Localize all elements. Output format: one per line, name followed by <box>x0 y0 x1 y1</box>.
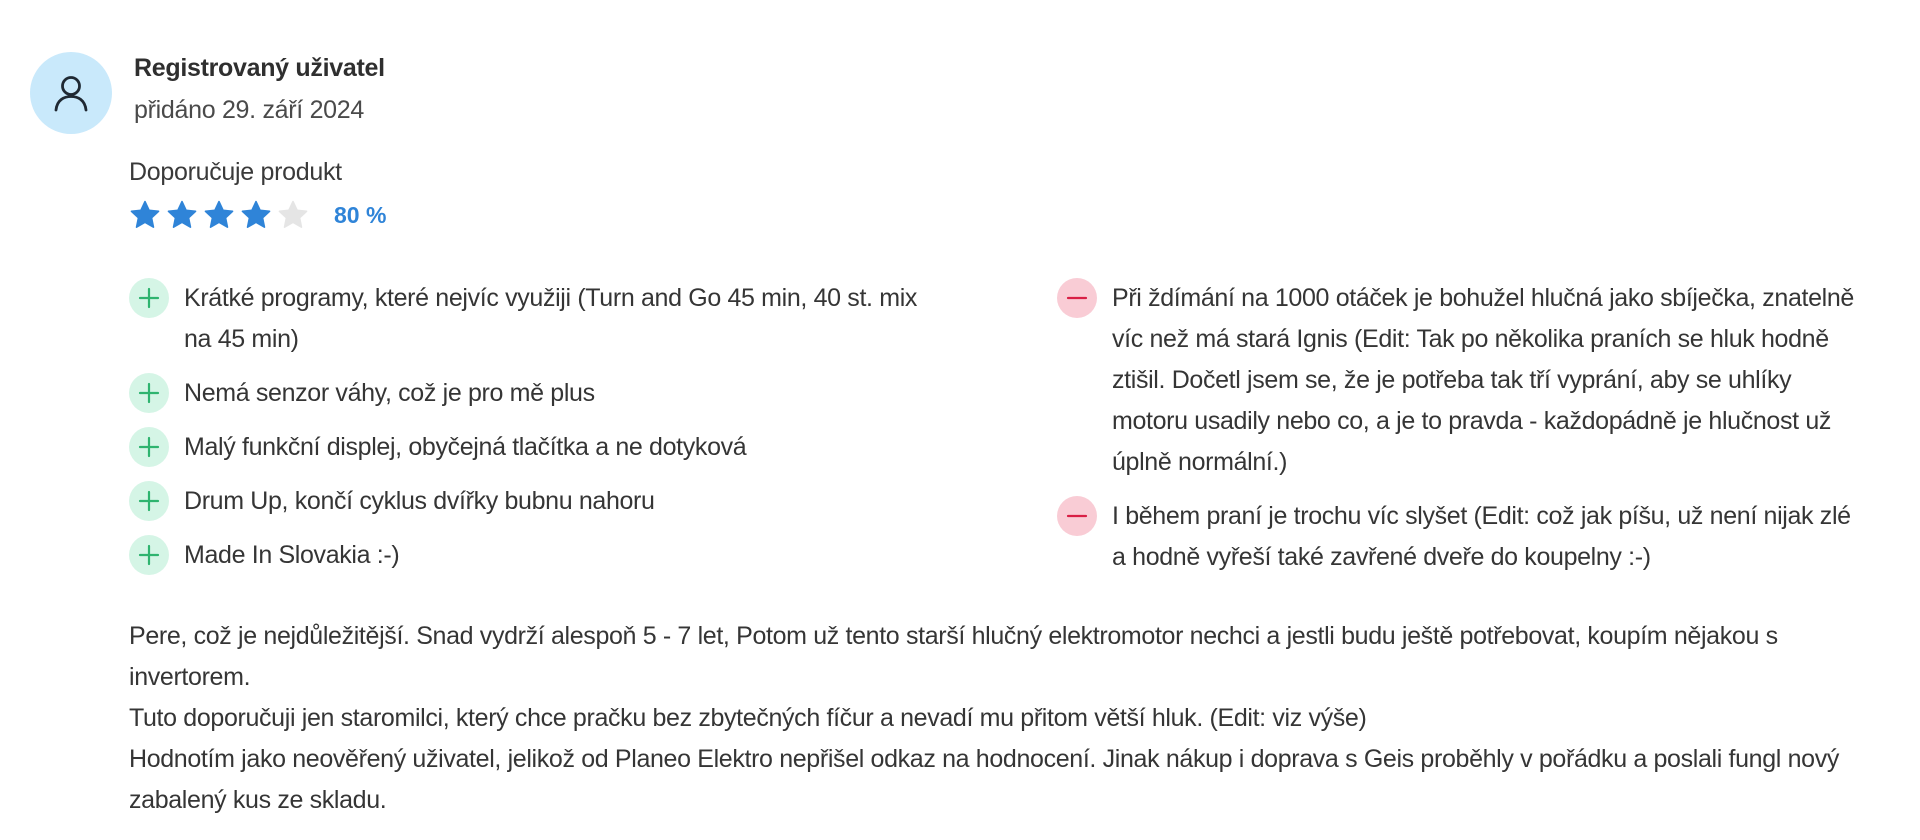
author-name: Registrovaný uživatel <box>134 54 385 82</box>
plus-icon <box>129 427 169 467</box>
con-text: I během praní je trochu víc slyšet (Edit: což jak píšu, už není nijak zlé a hodně vyřeší také zavřené dveře do koupelny :-) <box>1112 502 1851 571</box>
pro-text: Malý funkční displej, obyčejná tlačítka a ne dotyková <box>184 433 747 461</box>
pro-item <box>129 481 919 522</box>
minus-icon <box>1057 278 1097 318</box>
review-date: přidáno 29. září 2024 <box>134 96 364 124</box>
minus-icon <box>1057 496 1097 536</box>
description-paragraph: Hodnotím jako neověřený uživatel, jelikož od Planeo Elektro nepřišel odkaz na hodnocení. Jinak nákup i doprava s Geis proběhly v pořádku a poslali fungl nový zabalený kus ze skladu. <box>129 745 1839 814</box>
description-paragraph: Pere, což je nejdůležitější. Snad vydrží alespoň 5 - 7 let, Potom už tento starší hlučný elektromotor nechci a jestli budu ještě potřebovat, koupím nějakou s invertorem. <box>129 622 1778 691</box>
plus-icon <box>129 373 169 413</box>
star-filled-icon <box>166 199 198 231</box>
star-filled-icon <box>203 199 235 231</box>
pro-text: Made In Slovakia :-) <box>184 541 400 569</box>
stars <box>129 199 314 231</box>
rating-percent: 80 % <box>334 201 387 228</box>
star-filled-icon <box>129 199 161 231</box>
star-empty-icon <box>277 199 309 231</box>
pro-item <box>129 427 919 468</box>
recommendation-text: Doporučuje produkt <box>129 158 342 186</box>
con-item <box>1057 278 1857 483</box>
star-filled-icon <box>240 199 272 231</box>
pro-item <box>129 373 919 414</box>
star-rating <box>129 198 386 232</box>
pro-text: Nemá senzor váhy, což je pro mě plus <box>184 379 595 407</box>
plus-icon <box>129 535 169 575</box>
con-item <box>1057 496 1857 578</box>
description-paragraph: Tuto doporučuji jen staromilci, který chce pračku bez zbytečných fíčur a nevadí mu přitom větší hluk. (Edit: viz výše) <box>129 704 1367 732</box>
plus-icon <box>129 278 169 318</box>
avatar <box>30 52 112 134</box>
con-text: Při ždímání na 1000 otáček je bohužel hlučná jako sbíječka, znatelně víc než má stará Ignis (Edit: Tak po několika praních se hluk hodně ztišil. Dočetl jsem se, že je potřeba tak tří vyprání, aby se uhlíky motoru usadily nebo co, a je to pravda - každopádně je hlučnost už úplně normální.) <box>1112 284 1854 476</box>
pros-list <box>129 278 919 589</box>
user-icon <box>52 73 90 113</box>
cons-list <box>1057 278 1857 591</box>
review-description <box>129 616 1894 821</box>
pro-text: Drum Up, končí cyklus dvířky bubnu nahoru <box>184 487 655 515</box>
plus-icon <box>129 481 169 521</box>
pro-text: Krátké programy, které nejvíc využiji (Turn and Go 45 min, 40 st. mix na 45 min) <box>184 284 918 353</box>
pro-item <box>129 278 919 360</box>
pro-item <box>129 535 919 576</box>
